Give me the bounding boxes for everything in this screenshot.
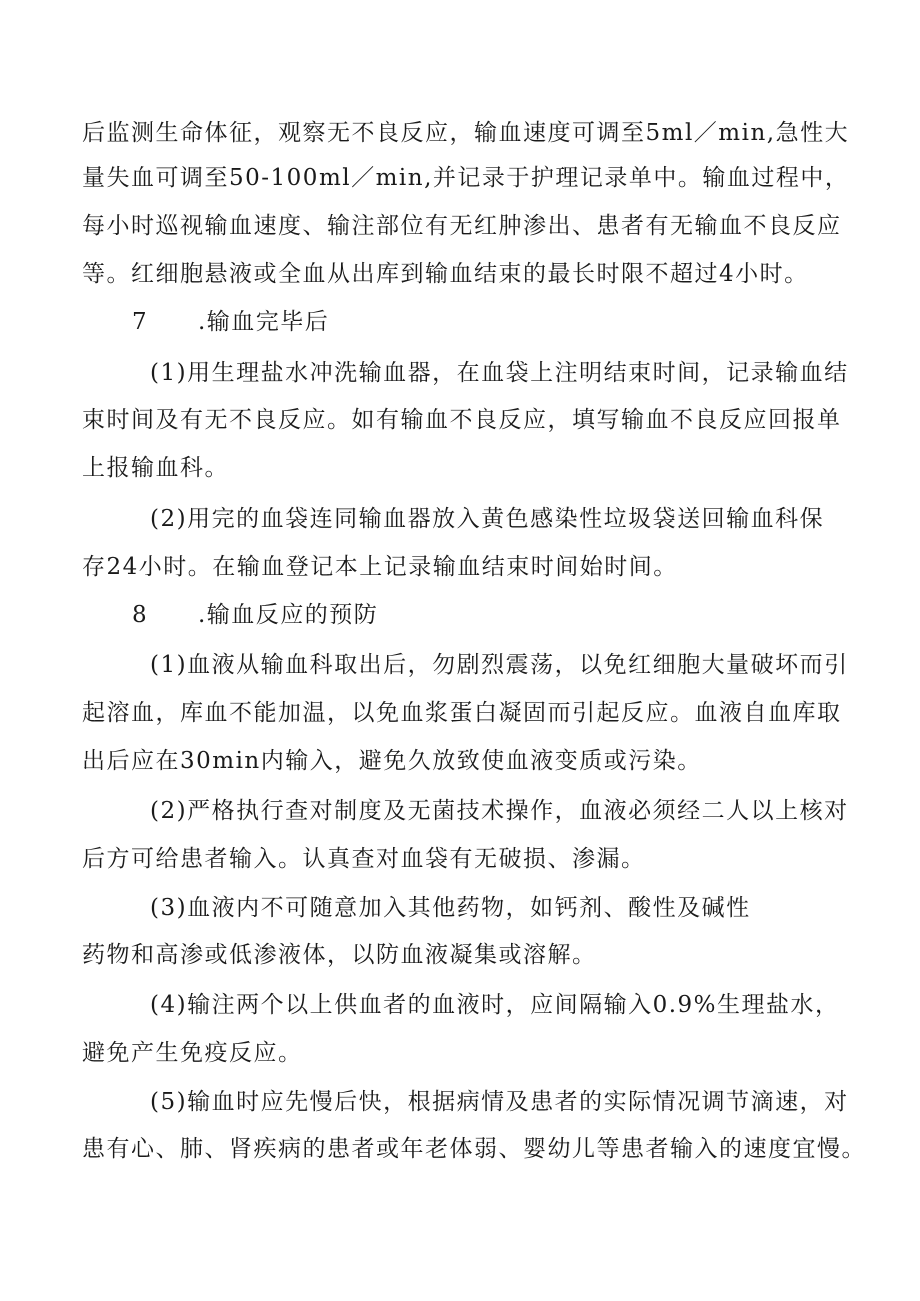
text-line: 出后应在30min内输入，避免久放致使血液变质或污染。 bbox=[82, 748, 702, 774]
text-line: 起溶血，库血不能加温，以免血浆蛋白凝固而引起反应。血液自血库取 bbox=[82, 700, 842, 726]
text-line: 存24小时。在输血登记本上记录输血结束时间始时间。 bbox=[82, 554, 678, 580]
text-line: (4)输注两个以上供血者的血液时，应间隔输入0.9%生理盐水， bbox=[150, 992, 840, 1018]
text-line: (2)严格执行查对制度及无菌技术操作，血液必须经二人以上核对 bbox=[150, 798, 849, 824]
text-line: 每小时巡视输血速度、输注部位有无红肿渗出、患者有无输血不良反应 bbox=[82, 213, 842, 239]
text-line: 量失血可调至50-100ml／min,并记录于护理记录单中。输血过程中， bbox=[82, 165, 850, 191]
section-title: .输血完毕后 bbox=[198, 309, 330, 335]
text-line: 患有心、肺、肾疾病的患者或年老体弱、婴幼儿等患者输入的速度宜慢。 bbox=[82, 1136, 866, 1162]
section-number: 7 bbox=[132, 309, 149, 335]
section-title: .输血反应的预防 bbox=[198, 602, 379, 628]
section-number: 8 bbox=[132, 602, 149, 628]
text-line: 避免产生免疫反应。 bbox=[82, 1040, 303, 1066]
text-line: (1)血液从输血科取出后，勿剧烈震荡，以免红细胞大量破坏而引 bbox=[150, 652, 849, 678]
section-heading bbox=[132, 307, 329, 337]
text-line: (1)用生理盐水冲洗输血器，在血袋上注明结束时间，记录输血结 bbox=[150, 360, 849, 386]
text-line: 等。红细胞悬液或全血从出库到输血结束的最长时限不超过4小时。 bbox=[82, 261, 809, 287]
text-line: (3)血液内不可随意加入其他药物，如钙剂、酸性及碱性 bbox=[150, 895, 751, 921]
text-line: 后方可给患者输入。认真查对血袋有无破损、渗漏。 bbox=[82, 846, 646, 872]
section-heading bbox=[132, 600, 378, 630]
text-line: 后监测生命体征，观察无不良反应，输血速度可调至5ml／min,急性大 bbox=[82, 120, 850, 146]
text-line: (2)用完的血袋连同输血器放入黄色感染性垃圾袋送回输血科保 bbox=[150, 506, 825, 532]
text-line: 束时间及有无不良反应。如有输血不良反应，填写输血不良反应回报单 bbox=[82, 407, 842, 433]
text-line: (5)输血时应先慢后快，根据病情及患者的实际情况调节滴速，对 bbox=[150, 1089, 849, 1115]
text-line: 上报输血科。 bbox=[82, 455, 229, 481]
text-line: 药物和高渗或低渗液体，以防血液凝集或溶解。 bbox=[82, 942, 597, 968]
